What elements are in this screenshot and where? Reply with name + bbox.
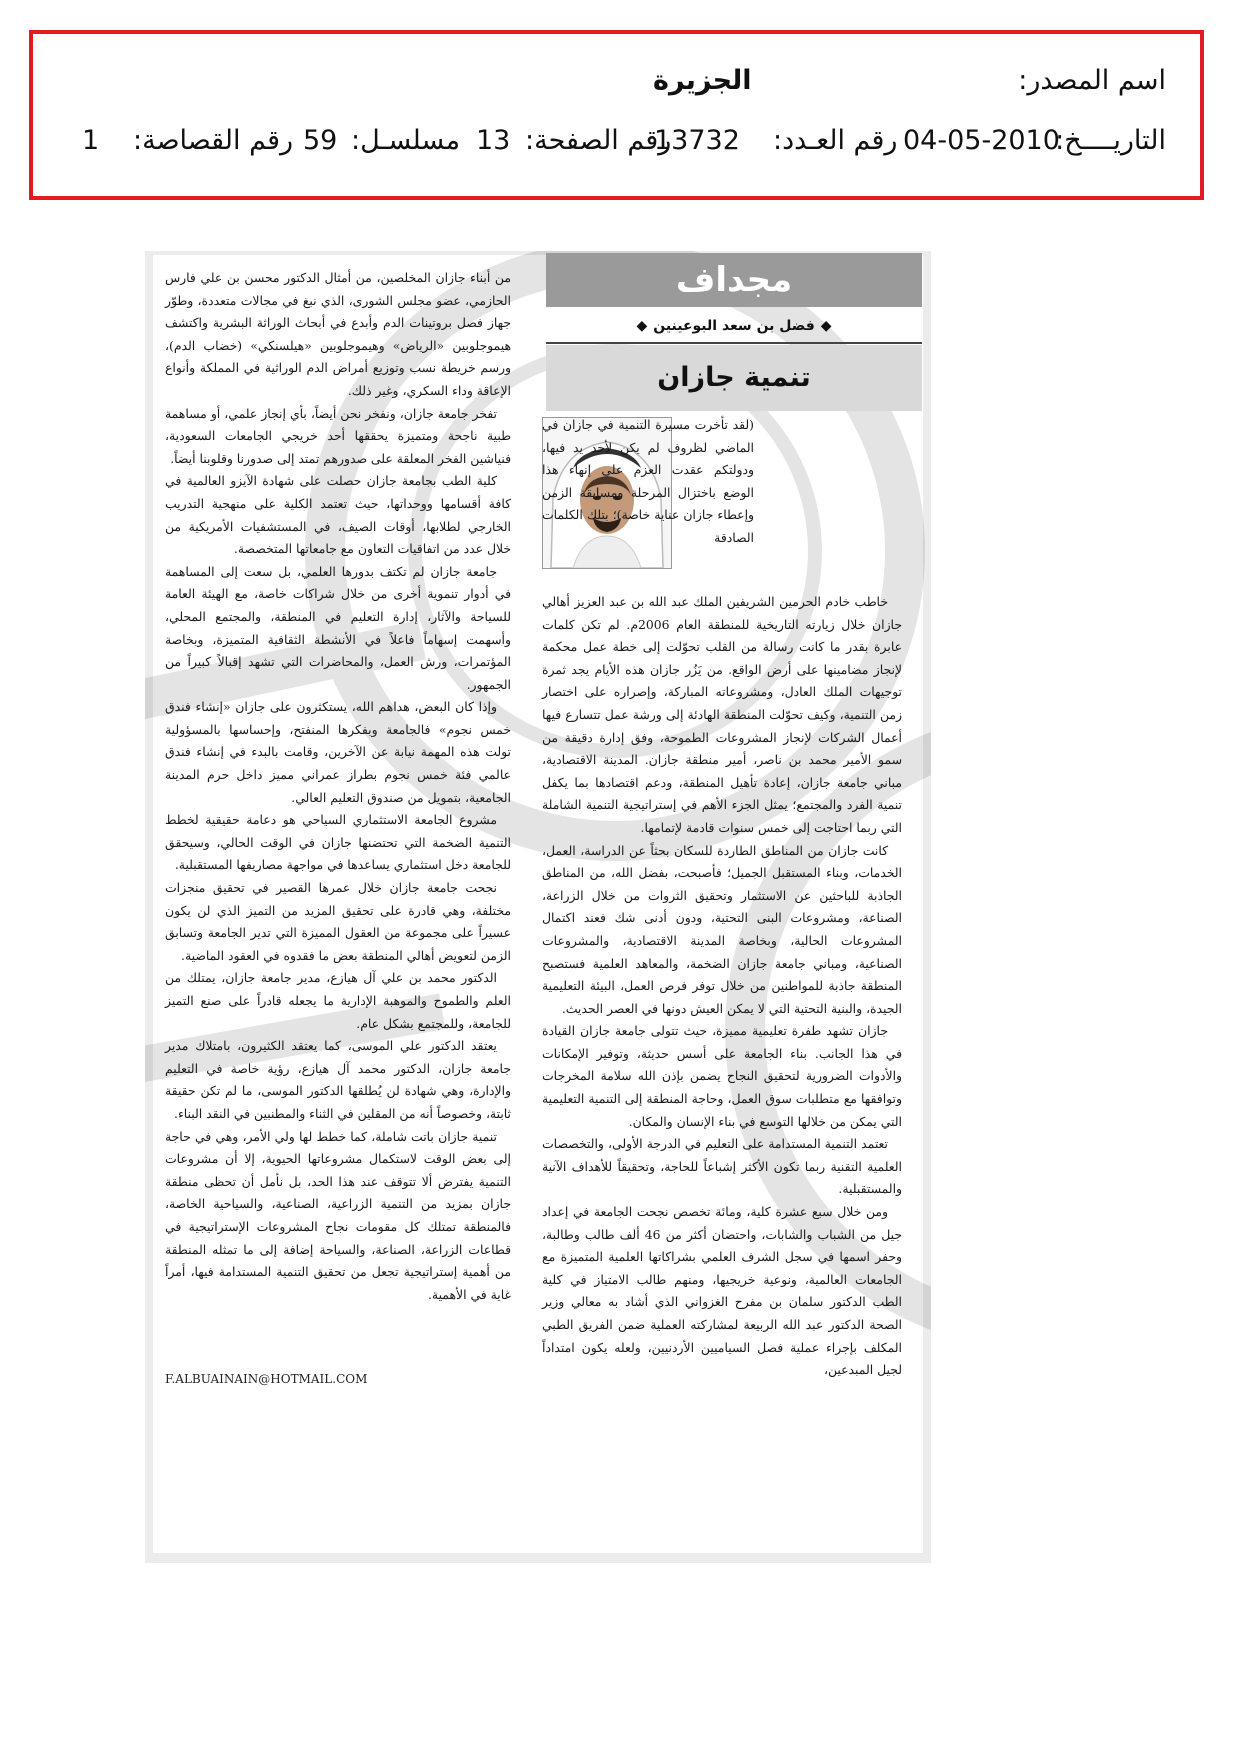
author-byline <box>546 313 922 339</box>
body-paragraph: نجحت جامعة جازان خلال عمرها القصير في تحقيق منجزات مختلفة، وهي قادرة على تحقيق المزيد من التميز الذي لن يكون عسيراً على مجموعة من العقول المميزة التي تدير الجامعة وتسابق الزمن لتعويض أهالي المنطقة بعض ما فقدوه في العقود الماضية. <box>165 880 511 963</box>
serial-label: مسلسـل: <box>351 125 461 156</box>
article-lead <box>542 414 754 550</box>
body-paragraph: الدكتور محمد بن علي آل هيازع، مدير جامعة جازان، يمتلك من العلم والطموح والموهبة الإدارية ما يجعله قادراً على صنع التميز للجامعة، وللمجتمع بشكل عام. <box>165 970 511 1031</box>
article-title: تنمية جازان <box>657 362 811 393</box>
clip-value: 1 <box>82 125 100 156</box>
clipping-metadata-box <box>29 30 1204 200</box>
body-paragraph: جازان تشهد طفرة تعليمية مميزة، حيث تتولى جامعة جازان القيادة في هذا الجانب. بناء الجامعة على أسس حديثة، وتوفير الإمكانات والأدوات الضرورية لتحقيق النجاح يضمن بإذن الله سلامة المخرجات وتوافقها مع متطلبات سوق العمل، وحاجة المنطقة إلى التنمية التعليمية التي يمكن من خلالها التوسع في بناء الإنسان والمكان. <box>542 1023 902 1129</box>
newspaper-clipping <box>145 251 931 1563</box>
body-paragraph: تنمية جازان باتت شاملة، كما خطط لها ولي الأمر، وهي في حاجة إلى بعض الوقت لاستكمال مشروعاتها الحيوية، إلا أن مشروعات التنمية يفترض ألا تتوقف عند هذا الحد، بل نأمل أن تحظى منطقة جازان بمزيد من التنمية الزراعية، الصناعية، والسياحية الخاصة، فالمنطقة تمتلك كل مقومات نجاح المشروعات الإستراتيجية في قطاعات الزراعة، الصناعة، والسياحة إضافة إلى ما تمثله المنطقة من أهمية إستراتيجية تجعل من تحقيق التنمية المستدامة فيها، أمراً غاية في الأهمية. <box>165 1128 511 1302</box>
column-name: مجداف <box>675 260 793 300</box>
body-paragraph: من أبناء جازان المخلصين، من أمثال الدكتور محسن بن علي فارس الحازمي، عضو مجلس الشورى، الذي نبغ في مجالات متعددة، وطوّر جهاز فصل بروتينات الدم وأبدع في أبحاث الوراثة البشرية واكتشف هيموجلوبين «الرياض» وهيموجلوبين «هيلسنكي» (خضاب الدم)، ورسم خريطة نسب وتوزيع أمراض الدم الوراثية في المملكة وأنواع الإعاقة وداء السكري، وغير ذلك. <box>165 270 511 398</box>
article-right-column <box>542 591 902 1382</box>
date-label: التاريــــخ: <box>1055 125 1166 156</box>
date-value: 04-05-2010 <box>903 125 1060 156</box>
body-paragraph: يعتقد الدكتور علي الموسى، كما يعتقد الكثيرون، بامتلاك مدير جامعة جازان، الدكتور محمد آل هيازع، رؤية خاصة في التعليم والإدارة، وهي شهادة لن يُطلقها الدكتور الموسى، ما لم تكن حقيقة ثابتة، وخصوصاً أنه من المقلين في الثناء والمطنبين في النقد البناء. <box>165 1038 511 1121</box>
article-left-column <box>165 267 511 1306</box>
lead-paragraph: (لقد تأخرت مسيرة التنمية في جازان في الماضي لظروف لم يكن لأحد يد فيها، ودولتكم عقدت العزم على إنهاء هذا الوضع باختزال المرحلة ومسابقة الزمن وإعطاء جازان عناية خاصة)؛ بتلك الكلمات الصادقة <box>542 417 754 545</box>
body-paragraph: تفخر جامعة جازان، ونفخر نحن أيضاً، بأي إنجاز علمي، أو مساهمة طبية ناجحة ومتميزة يحققها أحد خريجي الجامعات السعودية، فنياشين الفخر المعلقة على صدورهم تمتد إلى صدورنا وقلوبنا أيضاً. <box>165 405 511 466</box>
issue-value: 13732 <box>654 125 740 156</box>
diamond-icon: ◆ <box>636 318 648 334</box>
body-paragraph: تعتمد التنمية المستدامة على التعليم في الدرجة الأولى، والتخصصات العلمية التقنية ربما تكون الأكثر إشباعاً للحاجة، وتحقيقاً للأهداف الآنية والمستقبلية. <box>542 1136 902 1197</box>
author-name: فضل بن سعد البوعينين <box>653 318 815 334</box>
body-paragraph: كانت جازان من المناطق الطاردة للسكان بحثاً عن الدراسة، العمل، الخدمات، وبناء المستقبل الجميل؛ فأصبحت، بفضل الله، من المناطق الجاذبة للباحثين عن الاستثمار وتحقيق الثروات من خلال الزراعة، الصناعة، ومشروعات البنى التحتية، ودون أدنى شك فعند اكتمال المشروعات الحالية، وبخاصة المدينة الاقتصادية، والمشروعات الصناعية، ومباني جامعة جازان الضخمة، والمعاهد العلمية فستصبح المنطقة جاذبة للمواطنين من خلال توفر فرص العمل، البيئة التعليمية الجيدة، والبنية التحتية التي لا يمكن العيش دونها في العصر الحديث. <box>542 842 902 1016</box>
author-email: F.ALBUAINAIN@HOTMAIL.COM <box>165 1372 368 1386</box>
page-value: 13 <box>476 125 511 156</box>
body-paragraph: جامعة جازان لم تكتف بدورها العلمي، بل سعت إلى المساهمة في أدوار تنموية أخرى من خلال شراكات خاصة، مع الهيئة العامة للسياحة والآثار، إدارة التعليم في المنطقة، والمجتمع المحلي، وأسهمت إسهاماً فاعلاً في الأنشطة الثقافية المتميزة، وبخاصة المؤتمرات، ورش العمل، والمحاضرات التي تشهد إقبالاً كبيراً من الجمهور. <box>165 563 511 692</box>
diamond-icon: ◆ <box>820 318 832 334</box>
page-label: رقم الصفحة: <box>525 125 672 156</box>
body-paragraph: كلية الطب بجامعة جازان حصلت على شهادة الآيزو العالمية في كافة أقسامها ووحداتها، حيث تعتمد الكلية على منهجية التدريب الخارجي لطلابها، أوقات الصيف، في المستشفيات الأمريكية من خلال عدد من اتفاقيات التعاون مع جامعاتها المتخصصة. <box>165 473 511 557</box>
source-value: الجزيرة <box>653 65 752 96</box>
body-paragraph: وإذا كان البعض، هداهم الله، يستكثرون على جازان «إنشاء فندق خمس نجوم» فالجامعة وبفكرها المنفتح، وإحساسها بالمسؤولية تولت هذه المهمة نيابة عن الآخرين، وقامت بالبدء في إنشاء فندق عالمي فئة خمس نجوم بطراز عمراني مميز داخل حرم المدينة الجامعية، بتمويل من صندوق التعليم العالي. <box>165 699 511 805</box>
issue-label: رقم العـدد: <box>773 125 898 156</box>
serial-value: 59 <box>303 125 338 156</box>
body-paragraph: خاطب خادم الحرمين الشريفين الملك عبد الله بن عبد العزيز أهالي جازان خلال زيارته التاريخية للمنطقة العام 2006م. لم تكن كلمات عابرة بقدر ما كانت رسالة من القلب تحوّلت إلى خطة عمل محكمة لإنجاز مضامينها على أرض الواقع. من يَزُر جازان هذه الأيام يجد ثمرة توجيهات الملك العادل، ومشروعاته المباركة، وإصراره على اختصار زمن التنمية، وكيف تحوّلت المنطقة الهادئة إلى ورشة عمل تتسارع فيها أعمال الشركات لإنجاز المشروعات الطموحة، وفق إدارة دقيقة من سمو الأمير محمد بن ناصر، أمير منطقة جازان. المدينة الاقتصادية، مباني جامعة جازان، إعادة تأهيل المنطقة، ودعم اقتصادها بما يكفل تنمية الفرد والمجتمع؛ يمثل الجزء الأهم في إستراتيجية التنمية الشاملة التي ربما احتاجت إلى خمس سنوات قادمة لإتمامها. <box>542 594 902 835</box>
source-label: اسم المصدر: <box>1018 65 1166 96</box>
clip-label: رقم القصاصة: <box>133 125 294 156</box>
body-paragraph: ومن خلال سبع عشرة كلية، ومائة تخصص نجحت الجامعة في إعداد جيل من الشباب والشابات، واحتضان أكثر من 46 ألف طالب وطالبة، وحفر اسمها في سجل الشرف العلمي بشراكاتها العلمية المتميزة مع الجامعات العالمية، ونوعية خريجيها، ومنهم طالب الامتياز في كلية الطب الدكتور سلمان بن مفرح الغزواني الذي أشاد به معالي وزير الصحة الدكتور عبد الله الربيعة لمشاركته العملية ضمن الفريق الطبي المكلف بإجراء عملية فصل السياميين الأردنيين، ولعله يكون امتداداً لجيل المبدعين، <box>542 1204 902 1378</box>
body-paragraph: مشروع الجامعة الاستثماري السياحي هو دعامة حقيقية لخطط التنمية الضخمة التي تحتضنها جازان في الوقت الحالي، وسيحقق للجامعة دخل استثماري يساعدها في مواجهة مصاريفها المستقبلية. <box>165 812 511 873</box>
byline-divider <box>546 342 922 344</box>
